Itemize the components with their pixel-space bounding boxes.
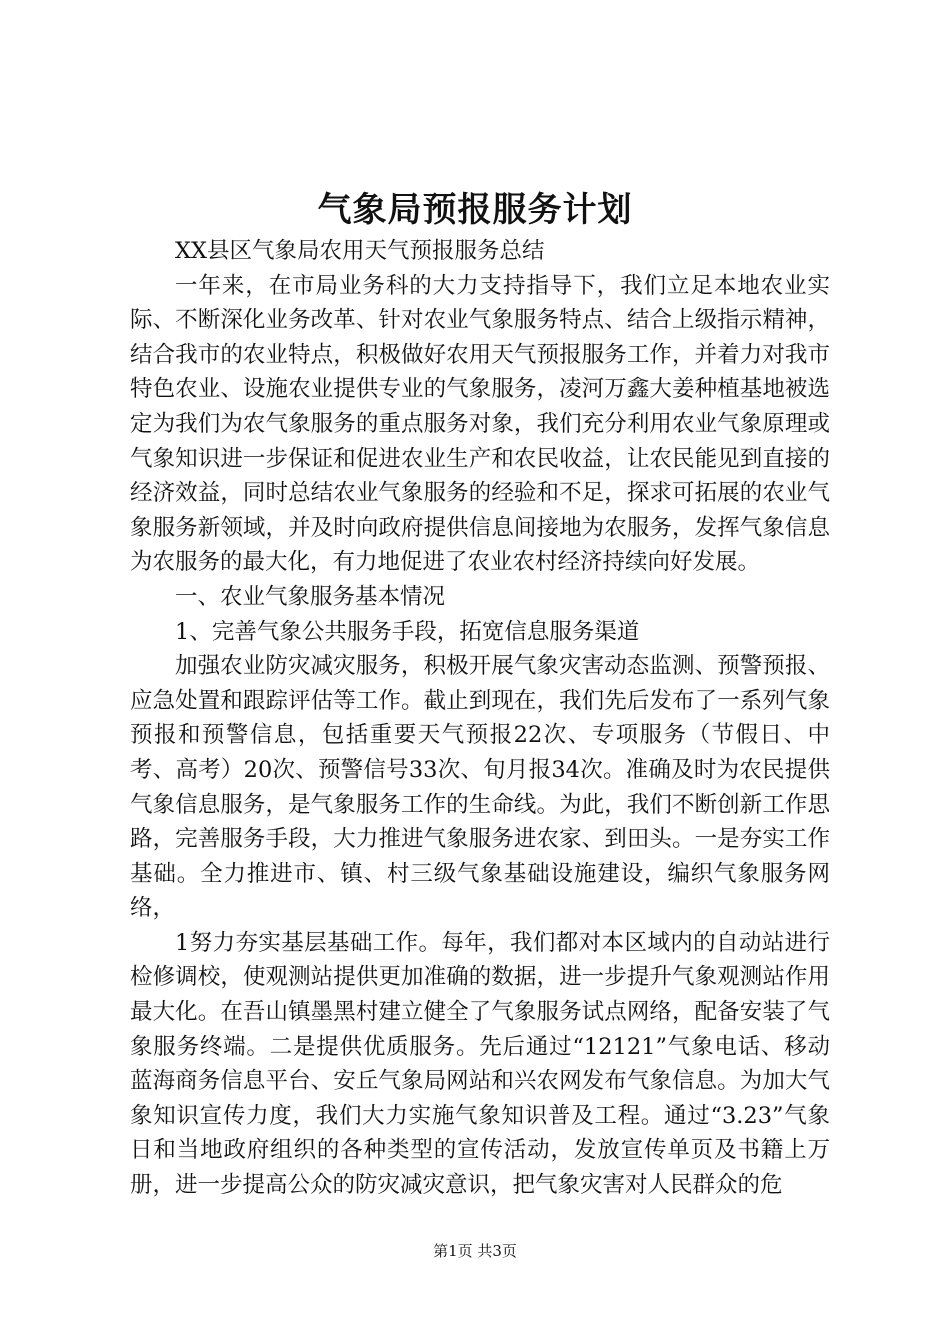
body-paragraph: 加强农业防灾减灾服务，积极开展气象灾害动态监测、预警预报、应急处置和跟踪评估等工作。截止到现在，我们先后发布了一系列气象预报和预警信息，包括重要天气预报22次、专项服务（节假日、中考、高考）20次、预警信号33次、旬月报34次。准确及时为农民提供气象信息服务，是气象服务工作的生命线。为此，我们不断创新工作思路，完善服务手段，大力推进气象服务进农家、到田头。一是夯实工作基础。全力推进市、镇、村三级气象基础设施建设，编织气象服务网络， [130, 653, 830, 922]
subtitle-paragraph: XX县区气象局农用天气预报服务总结 [175, 238, 545, 264]
intro-paragraph: 一年来，在市局业务科的大力支持指导下，我们立足本地农业实际、不断深化业务改革、针对农业气象服务特点、结合上级指示精神，结合我市的农业特点，积极做好农用天气预报服务工作，并着力对我市特色农业、设施农业提供专业的气象服务，凌河万鑫大姜种植基地被选定为我们为农气象服务的重点服务对象，我们充分利用农业气象原理或气象知识进一步保证和促进农业生产和农民收益，让农民能见到直接的经济效益，同时总结农业气象服务的经验和不足，探求可拓展的农业气象服务新领域，并及时向政府提供信息间接地为农服务，发挥气象信息为农服务的最大化，有力地促进了农业农村经济持续向好发展。 [130, 272, 830, 576]
document-body [130, 234, 830, 1203]
subsection-heading: 1、完善气象公共服务手段，拓宽信息服务渠道 [175, 618, 640, 645]
page-footer: 第1页 共3页 [433, 1242, 517, 1260]
body-paragraph: 1努力夯实基层基础工作。每年，我们都对本区域内的自动站进行检修调校，使观测站提供更加准确的数据，进一步提升气象观测站作用最大化。在吾山镇墨黑村建立健全了气象服务试点网络，配备安装了气象服务终端。二是提供优质服务。先后通过“12121”气象电话、移动蓝海商务信息平台、安丘气象局网站和兴农网发布气象信息。为加大气象知识宣传力度，我们大力实施气象知识普及工程。通过“3.23”气象日和当地政府组织的各种类型的宣传活动，发放宣传单页及书籍上万册，进一步提高公众的防灾减灾意识，把气象灾害对人民群众的危 [130, 929, 830, 1199]
document-title: 气象局预报服务计划 [317, 190, 633, 230]
section-heading: 一、农业气象服务基本情况 [175, 583, 446, 610]
